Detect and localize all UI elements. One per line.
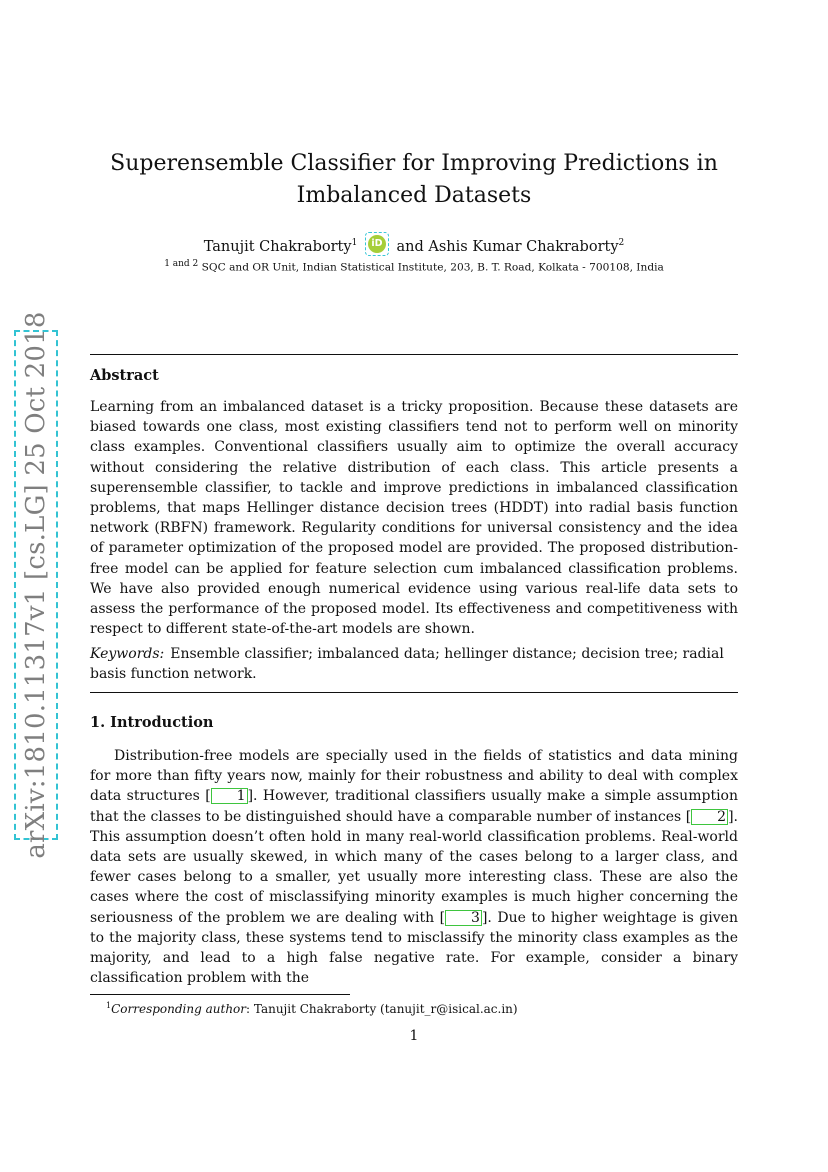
author-2-name: Ashis Kumar Chakraborty bbox=[428, 239, 619, 255]
affiliation-sup: 1 and 2 bbox=[164, 259, 199, 269]
footnote-sup: 1 bbox=[106, 1001, 112, 1010]
abstract-top-rule bbox=[90, 354, 738, 355]
intro-text-1: Distribution-free models are specially used in the fields of statistics and data mining for more than fifty years now, mainly for their robustness and ability to deal with complex data structures bbox=[90, 748, 738, 805]
citation-link-3[interactable]: 3 bbox=[445, 910, 482, 926]
introduction-paragraph: Distribution-free models are specially used in the fields of statistics and data mining for more than fifty years now, mainly for their robustness and ability to deal with complex data structures [ 1 ]. However, traditional classifiers usually make a simple assumption that the classes to be distinguished should have a comparable number of instances [ 2 ]. This assumption doesn’t often hold in many real-world classification problems. Real-world data sets are usually skewed, in which many of the cases belong to a larger class, and fewer cases belong to a smaller, yet usually more interesting class. These are also the cases where the cost of misclassifying minority examples is much higher concerning the seriousness of the problem we are dealing with [ 3 ]. Due to higher weightage is given to the majority class, these systems tend to misclassify the minority class examples as the majority, and lead to a high false negative rate. For example, consider a binary classification problem with the bbox=[90, 748, 738, 987]
orcid-icon[interactable] bbox=[365, 232, 389, 256]
author-line bbox=[90, 232, 738, 258]
keywords-text: Ensemble classifier; imbalanced data; hellinger distance; decision tree; radial basis function network. bbox=[90, 646, 724, 683]
abstract-heading: Abstract bbox=[90, 367, 159, 384]
abstract-body: Learning from an imbalanced dataset is a tricky proposition. Because these datasets are biased towards one class, most existing classifiers tend not to perform well on minority class examples. Conventional classifiers usually aim to optimize the overall accuracy without considering the relative distribution of each class. This article presents a superensemble classifier, to tackle and improve predictions in imbalanced classification problems, that maps Hellinger distance decision trees (HDDT) into radial basis function network (RBFN) framework. Regularity conditions for universal consistency and the idea of parameter optimization of the proposed model are provided. The proposed distribution-free model can be applied for feature selection cum imbalanced classification problems. We have also provided enough numerical evidence using various real-life data sets to assess the performance of the proposed model. Its effectiveness and competitiveness with respect to different state-of-the-art models are shown. bbox=[90, 399, 738, 638]
arxiv-stamp bbox=[14, 311, 58, 859]
intro-text-4: . Due to higher weightage is given to the majority class, these systems tend to misclassify the minority class examples as the majority, and lead to a high false negative rate. For example, consider a binary classification problem with the bbox=[90, 909, 738, 987]
paper-title: Superensemble Classifier for Improving Predictions in Imbalanced Datasets bbox=[110, 151, 718, 208]
author-1-sup: 1 bbox=[351, 238, 358, 249]
abstract-bottom-rule bbox=[90, 692, 738, 693]
author-2-sup: 2 bbox=[618, 238, 625, 249]
footnote bbox=[106, 998, 518, 1017]
footnote-text: : Tanujit Chakraborty (tanujit_r@isical.ac.in) bbox=[246, 1002, 518, 1016]
keywords bbox=[90, 644, 738, 684]
intro-text-3: . This assumption doesn’t often hold in many real-world classification problems. Real-world data sets are usually skewed, in which many of the cases belong to a larger class, and fewer cases belong to a smaller, yet usually more interesting class. These are also the cases where the cost of misclassifying minority examples is much higher concerning the seriousness of the problem we are dealing with bbox=[90, 808, 738, 926]
keywords-label: Keywords: bbox=[90, 646, 165, 662]
citation-link-1[interactable]: 1 bbox=[211, 788, 248, 804]
affiliation bbox=[90, 259, 738, 274]
arxiv-id: arXiv:1810.11317v1 [cs.LG] 25 Oct 2018 bbox=[21, 311, 51, 859]
section-heading-introduction: 1. Introduction bbox=[90, 714, 214, 731]
footnote-label: Corresponding author bbox=[111, 1002, 247, 1016]
intro-text-2: . However, traditional classifiers usually make a simple assumption that the classes to be distinguished should have a comparable number of instances bbox=[90, 788, 738, 825]
affiliation-text: SQC and OR Unit, Indian Statistical Institute, 203, B. T. Road, Kolkata - 700108, India bbox=[201, 261, 664, 274]
author-connector: and bbox=[396, 239, 424, 255]
page-number: 1 bbox=[409, 1028, 419, 1044]
footnote-rule bbox=[90, 994, 350, 995]
orcid-icon-label: iD bbox=[368, 235, 386, 253]
author-1-name: Tanujit Chakraborty bbox=[203, 239, 352, 255]
citation-link-2[interactable]: 2 bbox=[691, 809, 728, 825]
